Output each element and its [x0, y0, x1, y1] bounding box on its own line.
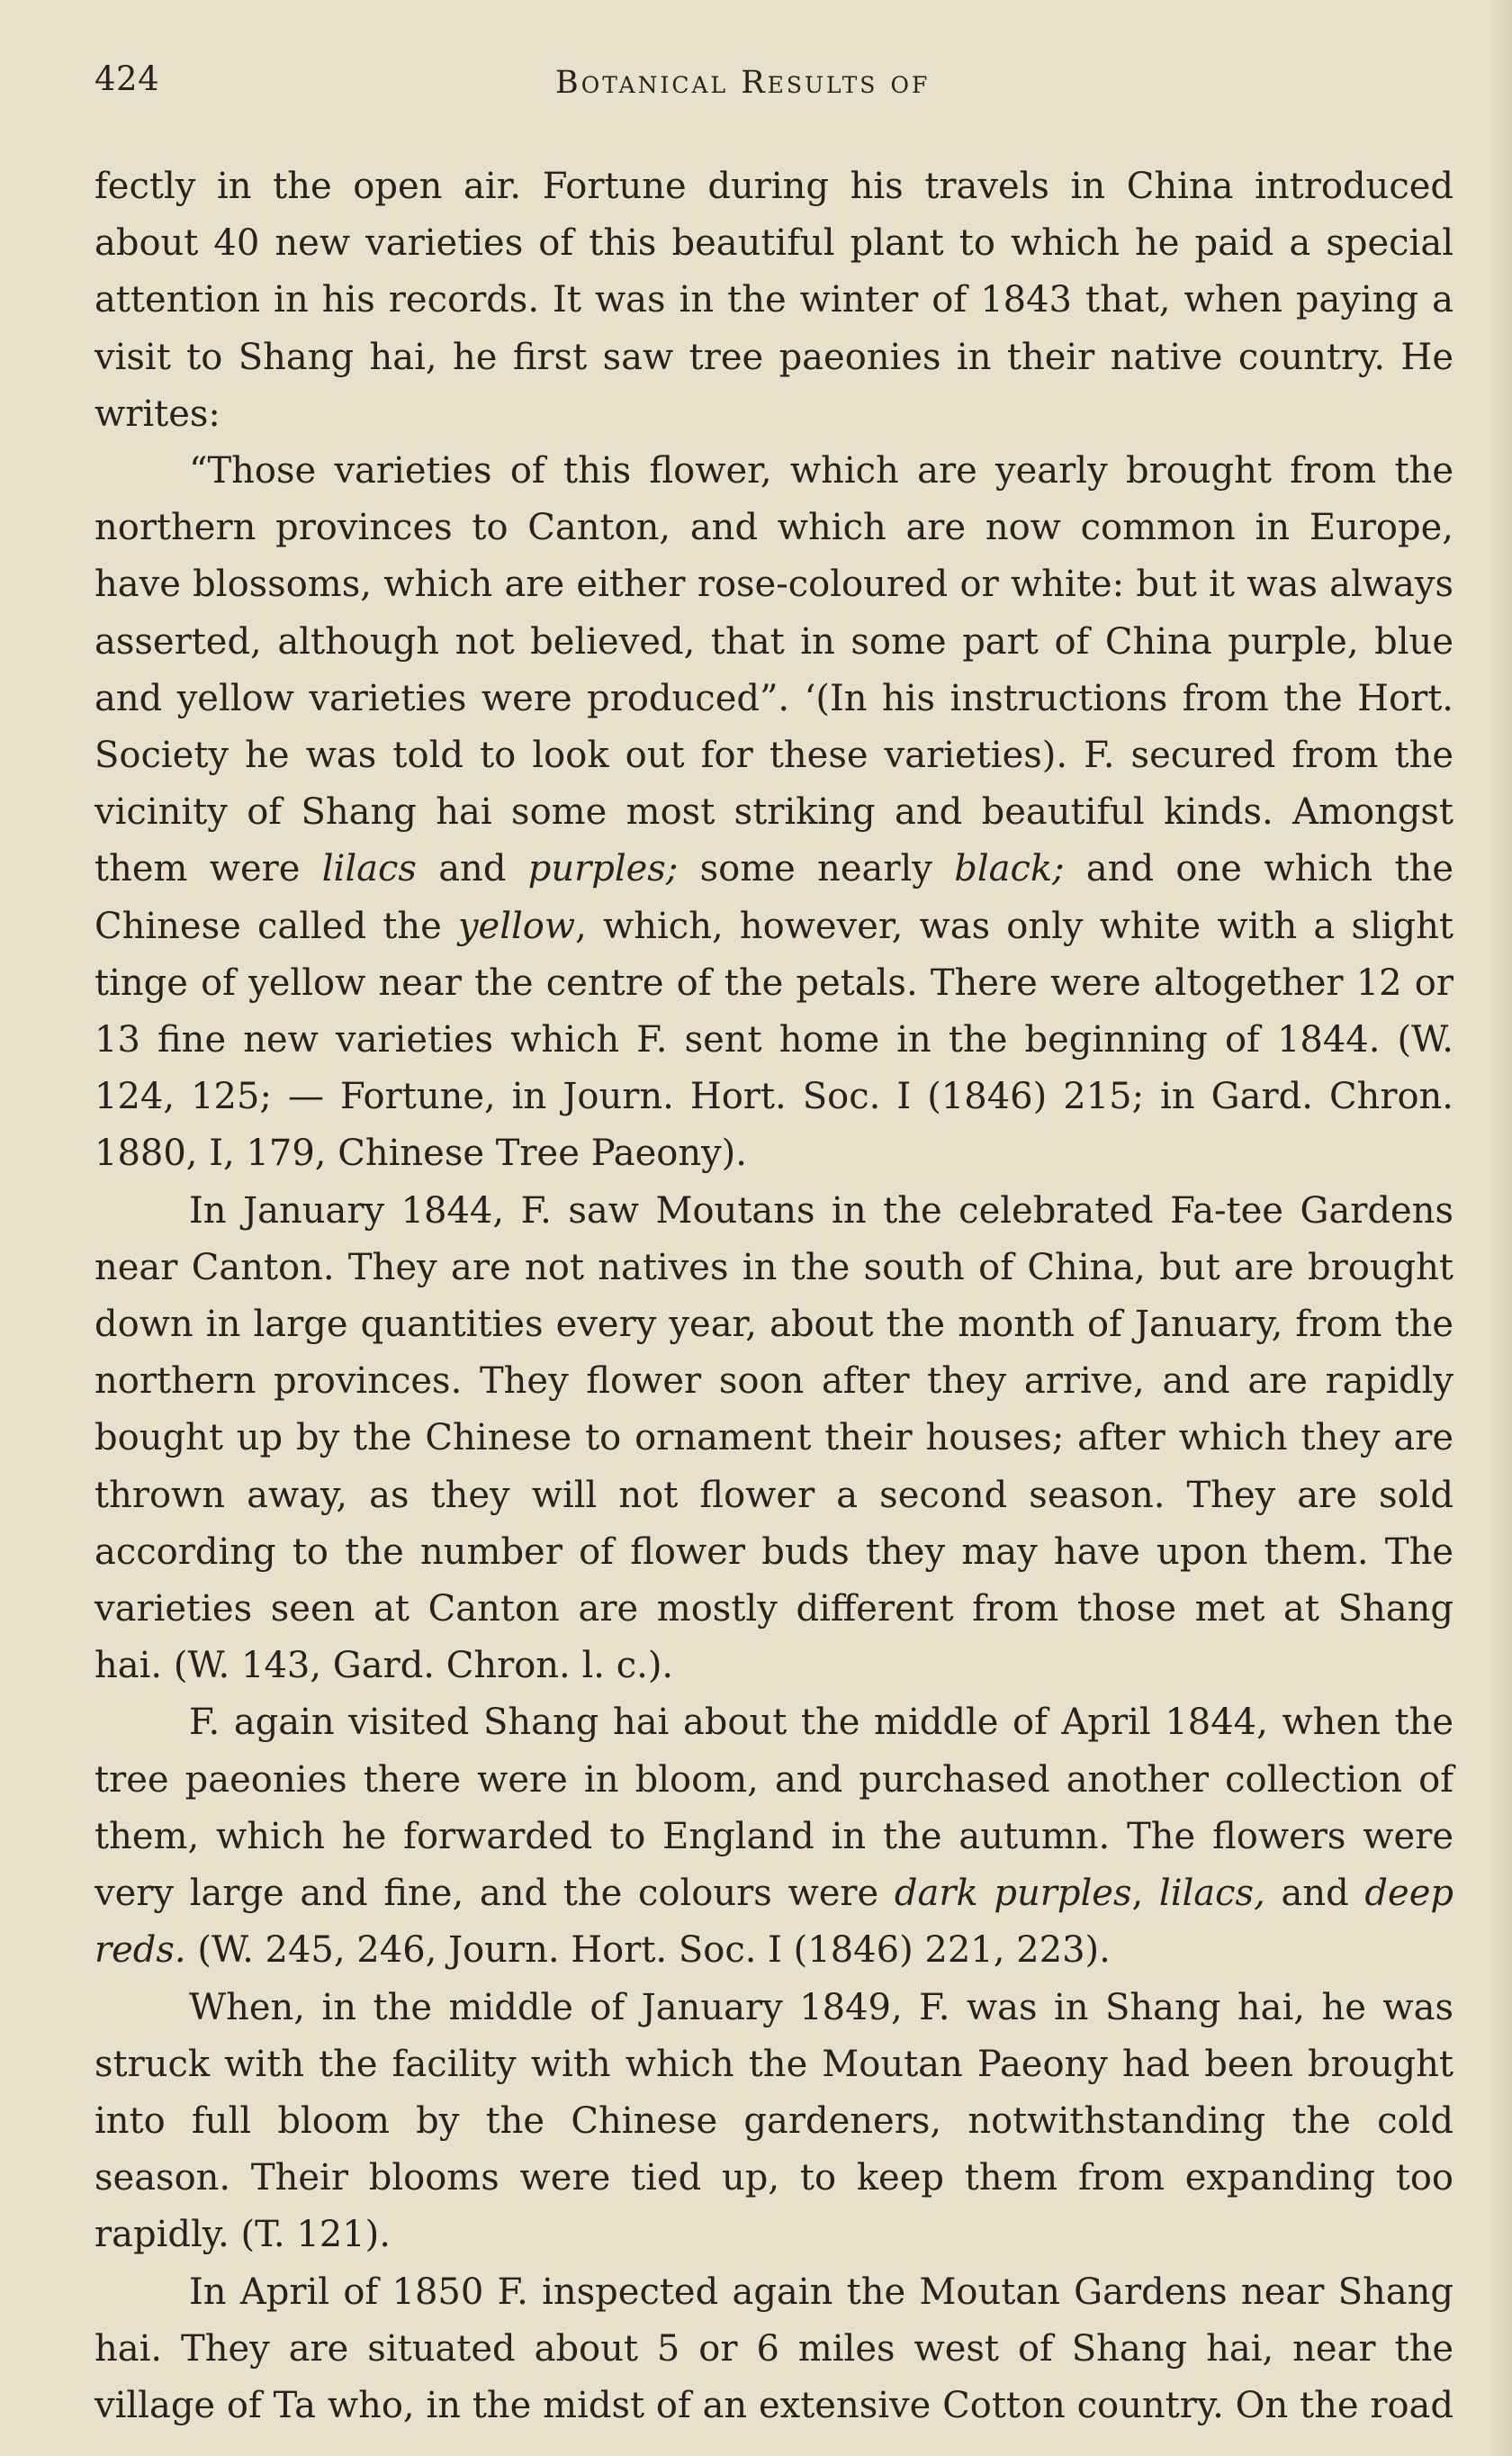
page-number: 424 [94, 59, 160, 98]
text-run: When, in the middle of January 1849, F. was in Shang hai, he was struck with the facility with which the Moutan Paeony had been brought into full bloom by the Chinese gardeners, notwithstanding the cold season. Their blooms were tied up, to keep them from expanding too rapidly. (T. 121). [94, 1986, 1454, 2256]
running-title: Botanical Results of [555, 65, 931, 101]
text-run: In April of 1850 F. inspected again the Moutan Gardens near Shang hai. They are situated about 5 or 6 miles west of Shang hai, near the village of Ta who, in the midst of an extensive Cotton country. On the road [94, 2271, 1454, 2426]
page-header [94, 59, 1454, 113]
italic-text-run: black; [954, 848, 1065, 890]
paragraph [94, 443, 1454, 1183]
paragraph [94, 1694, 1454, 1979]
text-run: F. again visited Shang hai about the middle of April 1844, when the tree paeonies there were in bloom, and purchased another collection of them, which he forwarded to England in the autumn. The flowers were very large and fine, and the colours were [94, 1702, 1454, 1915]
italic-text-run: dark purples [894, 1873, 1132, 1915]
italic-text-run: purples; [527, 848, 679, 890]
text-run: In January 1844, F. saw Moutans in the celebrated Fa-tee Gardens near Canton. They are not natives in the south of China, but are brought down in large quantities every year, about the month of January, from the northern provinces. They flower soon after they arrive, and are rapidly bought up by the Chinese to ornament their houses; after which they are thrown away, as they will not flower a second season. They are sold according to the number of flower buds they may have upon them. The varieties seen at Canton are mostly different from those met at Shang hai. (W. 143, Gard. Chron. l. c.). [94, 1189, 1454, 1687]
paragraph [94, 158, 1454, 443]
text-run: “Those varieties of this flower, which are yearly brought from the northern provinces to Canton, and which are now common in Europe, have blossoms, which are either rose-coloured or white: but it was always asserted, although not believed, that in some part of China purple, blue and yellow varieties were produced”. ‘(In his instructions from the Hort. Society he was told to look out for these varieties). F. secured from the vicinity of Shang hai some most striking and beautiful kinds. Amongst them were [94, 450, 1454, 890]
italic-text-run: lilacs [321, 848, 417, 890]
paragraph [94, 1183, 1454, 1695]
italic-text-run: yellow [457, 905, 576, 947]
paragraph [94, 1980, 1454, 2264]
text-run: and one which the Chinese called the [94, 848, 1454, 947]
text-run: some nearly [678, 848, 955, 890]
paragraph [94, 2264, 1454, 2435]
text-run: fectly in the open air. Fortune during his travels in China introduced about 40 new varieties of this beautiful plant to which he paid a special attention in his records. It was in the winter of 1843 that, when paying a visit to Shang hai, he first saw tree paeonies in their native country. He writes: [94, 166, 1454, 435]
text-run: , which, however, was only white with a slight tinge of yellow near the centre of the petals. There were altogether 12 or 13 fine new varieties which F. sent home in the beginning of 1844. (W. 124, 125; — Fortune, in Journ. Hort. Soc. I (1846) 215; in Gard. Chron. 1880, I, 179, Chinese Tree Paeony). [94, 905, 1454, 1175]
italic-text-run: deep reds. [94, 1873, 1454, 1972]
text-run: and [416, 848, 528, 890]
italic-text-run: lilacs, [1158, 1873, 1265, 1915]
text-run: , [1131, 1873, 1159, 1915]
text-run: (W. 245, 246, Journ. Hort. Soc. I (1846) 221, 223). [185, 1929, 1111, 1972]
text-run: and [1264, 1873, 1365, 1915]
body-text [94, 158, 1454, 2434]
page-edge-shadow [1490, 0, 1512, 2456]
